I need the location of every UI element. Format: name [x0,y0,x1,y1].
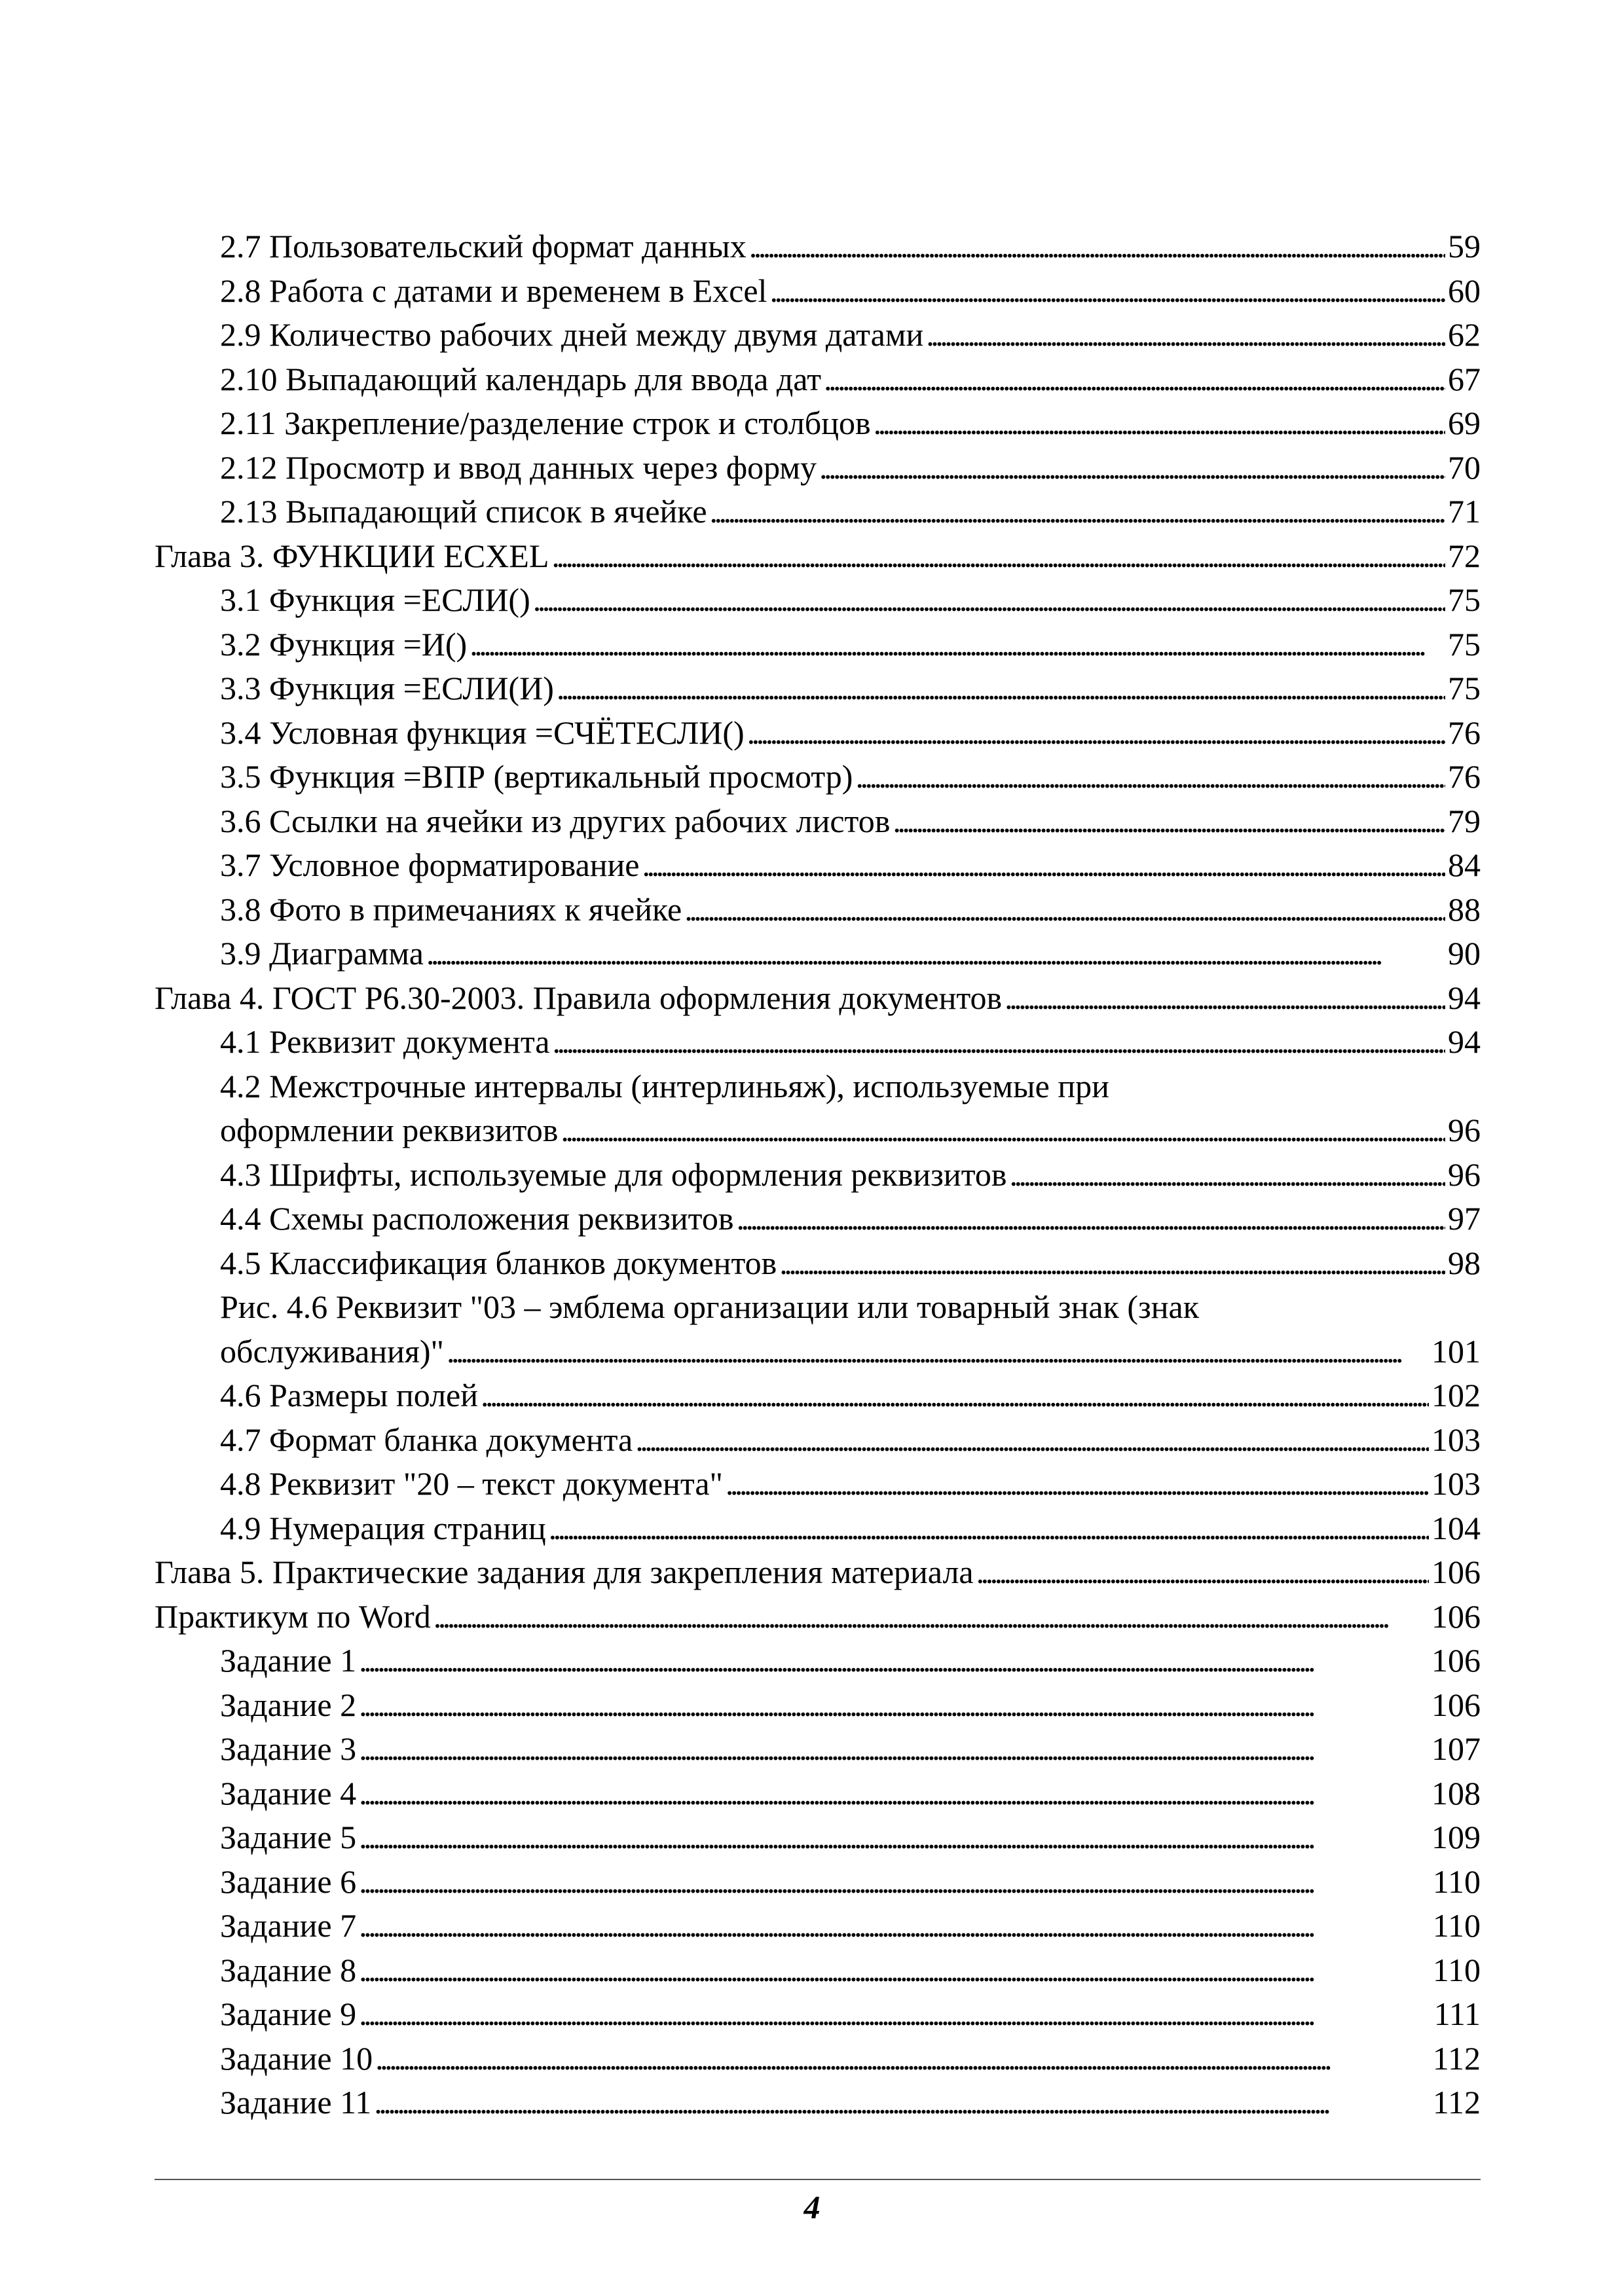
toc-entry[interactable] [155,225,1481,269]
toc-entry[interactable] [155,1727,1481,1772]
toc-entry-line [220,666,1481,711]
dot-leader [552,1020,1445,1065]
toc-entry-title: Задание 3 [220,1730,357,1767]
toc-entry[interactable] [155,1506,1481,1551]
dot-leader [1010,1153,1446,1197]
toc-entry-title: Задание 10 [220,2039,373,2077]
toc-entry-line [220,1020,1481,1065]
page-number: 4 [803,2189,821,2225]
toc-entry[interactable] [155,1992,1481,2037]
toc-entry-line [220,2037,1481,2081]
toc-entry-line [220,1462,1481,1506]
footer-divider [155,2179,1481,2180]
toc-entry-page-number: 106 [1431,1686,1481,1723]
toc-entry[interactable] [155,1815,1481,1860]
dot-leader [359,1815,1429,1860]
toc-entry-title: Задание 1 [220,1642,357,1679]
toc-entry-title: 2.13 Выпадающий список в ячейке [220,493,707,530]
toc-entry-title: 3.3 Функция =ЕСЛИ(И) [220,670,554,706]
toc-entry-title: 2.7 Пользовательский формат данных [220,228,747,264]
toc-entry[interactable] [155,1153,1481,1197]
toc-entry-page-number: 107 [1431,1730,1481,1767]
toc-entry-title: Задание 5 [220,1819,357,1855]
toc-entry-line [220,1241,1481,1286]
toc-entry-title: 3.5 Функция =ВПР (вертикальный просмотр) [220,758,853,795]
toc-entry-page-number: 88 [1448,890,1481,928]
toc-entry-title: 4.1 Реквизит документа [220,1023,550,1060]
toc-entry[interactable] [155,534,1481,579]
toc-entry-line [155,534,1481,579]
toc-entry-line [220,1506,1481,1551]
dot-leader [470,623,1445,667]
toc-entry-page-number: 96 [1448,1156,1481,1193]
toc-entry-page-number: 98 [1448,1244,1481,1281]
toc-entry-page-number: 112 [1432,2084,1481,2121]
toc-entry-title: 3.9 Диаграмма [220,935,424,972]
toc-entry-page-number: 59 [1448,228,1481,264]
dot-leader [374,2081,1430,2125]
dot-leader [359,1948,1430,1993]
toc-entry-title: обслуживания)" [220,1332,444,1370]
toc-entry-page-number: 62 [1448,316,1481,353]
toc-entry[interactable] [155,976,1481,1021]
toc-entry-title: Глава 4. ГОСТ Р6.30-2003. Правила оформления документов [155,979,1003,1016]
toc-entry[interactable] [155,490,1481,534]
toc-entry-title: 3.2 Функция =И() [220,625,468,663]
toc-entry-title: Задание 6 [220,1863,357,1900]
dot-leader [726,1462,1429,1506]
toc-entry-page-number: 97 [1448,1200,1481,1237]
toc-entry-line [220,1639,1481,1683]
toc-entry[interactable] [155,269,1481,314]
toc-entry-line [220,623,1481,667]
toc-entry-line [220,755,1481,799]
toc-entry-page-number: 104 [1431,1509,1481,1546]
toc-entry-line [220,1197,1481,1241]
dot-leader [769,269,1445,314]
toc-entry-line [220,1860,1481,1904]
toc-entry-title: 2.12 Просмотр и ввод данных через форму [220,448,817,486]
toc-entry-title: Глава 5. Практические задания для закрепления материала [155,1554,974,1590]
toc-entry-title: 4.4 Схемы расположения реквизитов [220,1200,734,1237]
toc-entry[interactable] [155,401,1481,446]
toc-entry-title: Задание 7 [220,1907,357,1944]
toc-entry-line [220,401,1481,446]
toc-entry-page-number: 102 [1431,1377,1481,1413]
dot-leader [359,1772,1429,1816]
dot-leader [359,1904,1430,1948]
toc-entry-title: Глава 3. ФУНКЦИИ ECXEL [155,537,549,574]
toc-entry-title: 2.11 Закрепление/разделение строк и столбцов [220,405,871,441]
dot-leader [561,1108,1445,1153]
toc-entry[interactable] [155,2037,1481,2081]
toc-entry[interactable] [155,843,1481,888]
toc-entry-line [220,1815,1481,1860]
toc-entry[interactable] [155,1197,1481,1241]
dot-leader [926,313,1445,357]
toc-entry[interactable] [155,932,1481,976]
toc-entry-page-number: 110 [1432,1951,1481,1988]
toc-entry[interactable] [155,1020,1481,1065]
toc-entry[interactable] [155,1285,1481,1374]
toc-entry-line [220,357,1481,402]
toc-entry-line [155,976,1481,1021]
toc-entry-line [220,1904,1481,1948]
toc-entry[interactable] [155,1241,1481,1286]
dot-leader [749,225,1445,269]
dot-leader [824,357,1445,402]
toc-entry[interactable] [155,1550,1481,1595]
toc-entry-line [220,313,1481,357]
dot-leader [684,888,1445,932]
toc-entry-page-number: 84 [1448,847,1481,883]
toc-entry-line [220,1330,1481,1374]
toc-entry-title: 4.5 Классификация бланков документов [220,1244,777,1281]
toc-entry[interactable] [155,623,1481,667]
toc-entry-title: Задание 2 [220,1686,357,1723]
toc-entry-line [220,2081,1481,2125]
toc-entry-title: 2.9 Количество рабочих дней между двумя датами [220,316,924,353]
toc-entry[interactable] [155,1904,1481,1948]
dot-leader [635,1418,1429,1463]
toc-entry-title: 4.7 Формат бланка документа [220,1421,633,1458]
toc-entry-title: Задание 4 [220,1774,357,1812]
toc-entry-title: 3.7 Условное форматирование [220,847,640,883]
toc-entry-line [220,578,1481,623]
dot-leader [359,1992,1431,2037]
toc-entry[interactable] [155,1860,1481,1904]
toc-entry-page-number: 112 [1432,2039,1481,2077]
toc-entry-page-number: 79 [1448,802,1481,839]
toc-entry-line [220,1108,1481,1153]
toc-entry-page-number: 110 [1432,1907,1481,1944]
toc-entry-page-number: 76 [1448,758,1481,795]
toc-entry-page-number: 72 [1448,537,1481,574]
dot-leader [359,1683,1429,1728]
table-of-contents [155,225,1481,2125]
dot-leader [447,1330,1429,1374]
toc-entry[interactable] [155,1595,1481,1639]
toc-entry-page-number: 60 [1448,272,1481,309]
toc-entry-page-number: 71 [1448,493,1481,530]
toc-entry-page-number: 106 [1431,1642,1481,1679]
toc-entry-line [220,1153,1481,1197]
toc-entry-page-number: 90 [1448,935,1481,972]
toc-entry-page-number: 111 [1433,1995,1481,2032]
toc-entry[interactable] [155,1462,1481,1506]
toc-entry-page-number: 109 [1431,1819,1481,1855]
dot-leader [359,1639,1429,1683]
toc-entry[interactable] [155,711,1481,756]
dot-leader [779,1241,1445,1286]
toc-entry-page-number: 76 [1448,714,1481,751]
toc-entry[interactable] [155,578,1481,623]
toc-entry[interactable] [155,666,1481,711]
toc-entry-page-number: 75 [1448,581,1481,618]
dot-leader [359,1727,1429,1772]
toc-entry-line [220,490,1481,534]
toc-entry-line [220,1948,1481,1993]
dot-leader [736,1197,1445,1241]
toc-entry-page-number: 110 [1432,1863,1481,1900]
toc-entry-title: 3.8 Фото в примечаниях к ячейке [220,890,682,928]
toc-entry-line [220,446,1481,490]
dot-leader [642,843,1445,888]
toc-entry-page-number: 70 [1448,448,1481,486]
toc-entry-page-number: 106 [1431,1554,1481,1590]
toc-entry-page-number: 67 [1448,360,1481,397]
toc-entry-page-number: 75 [1448,625,1481,663]
toc-entry[interactable] [155,446,1481,490]
toc-entry-line [220,269,1481,314]
toc-entry-line [220,1418,1481,1463]
toc-entry[interactable] [155,1065,1481,1153]
toc-entry-title: 4.3 Шрифты, используемые для оформления реквизитов [220,1156,1007,1193]
dot-leader [533,578,1445,623]
toc-entry-title: 4.6 Размеры полей [220,1377,478,1413]
toc-entry[interactable] [155,1418,1481,1463]
toc-entry-page-number: 103 [1431,1465,1481,1502]
dot-leader [874,401,1445,446]
dot-leader [855,755,1445,799]
dot-leader [359,1860,1430,1904]
toc-entry-title: 2.10 Выпадающий календарь для ввода дат [220,360,822,397]
toc-entry-line [220,1727,1481,1772]
dot-leader [976,1550,1429,1595]
toc-entry-page-number: 101 [1431,1332,1481,1370]
toc-entry-line [220,1683,1481,1728]
toc-entry[interactable] [155,888,1481,932]
dot-leader [434,1595,1429,1639]
toc-entry[interactable] [155,357,1481,402]
toc-entry-title: 4.9 Нумерация страниц [220,1509,546,1546]
toc-entry-line [220,799,1481,844]
toc-entry-title: 4.8 Реквизит "20 – текст документа" [220,1465,723,1502]
toc-entry-line [220,1374,1481,1418]
toc-entry[interactable] [155,2081,1481,2125]
toc-entry-page-number: 103 [1431,1421,1481,1458]
toc-entry-page-number: 94 [1448,1023,1481,1060]
toc-entry[interactable] [155,1683,1481,1728]
toc-entry-page-number: 108 [1431,1774,1481,1812]
dot-leader [481,1374,1429,1418]
toc-entry-title: 3.4 Условная функция =СЧЁТЕСЛИ() [220,714,745,751]
toc-entry-page-number: 96 [1448,1112,1481,1148]
toc-entry-title: оформлении реквизитов [220,1112,559,1148]
dot-leader [893,799,1445,844]
dot-leader [710,490,1445,534]
toc-entry-page-number: 69 [1448,405,1481,441]
toc-entry[interactable] [155,1374,1481,1418]
toc-entry-page-number: 106 [1431,1597,1481,1635]
toc-entry[interactable] [155,313,1481,357]
toc-entry[interactable] [155,755,1481,799]
toc-entry-page-number: 75 [1448,670,1481,706]
toc-entry[interactable] [155,1948,1481,1993]
dot-leader [747,711,1445,756]
toc-entry[interactable] [155,1772,1481,1816]
toc-entry-title: 3.1 Функция =ЕСЛИ() [220,581,530,618]
dot-leader [551,534,1445,579]
dot-leader [819,446,1445,490]
toc-entry-line [220,843,1481,888]
toc-entry-line [155,1595,1481,1639]
toc-entry-line [220,888,1481,932]
toc-entry-title: Задание 9 [220,1995,357,2032]
dot-leader [375,2037,1430,2081]
dot-leader [1005,976,1445,1021]
toc-entry-title-first-line: Рис. 4.6 Реквизит "03 – эмблема организации или товарный знак (знак [220,1288,1199,1325]
toc-entry-title: 2.8 Работа с датами и временем в Excel [220,272,767,309]
dot-leader [549,1506,1429,1551]
dot-leader [557,666,1445,711]
toc-entry[interactable] [155,799,1481,844]
dot-leader [426,932,1445,976]
toc-entry-line [220,932,1481,976]
toc-entry-line [220,711,1481,756]
toc-entry-title-first-line: 4.2 Межстрочные интервалы (интерлиньяж), используемые при [220,1067,1109,1104]
toc-entry-line [155,1550,1481,1595]
toc-entry-title: Задание 8 [220,1951,357,1988]
toc-entry-title: 3.6 Ссылки на ячейки из других рабочих листов [220,802,891,839]
toc-entry[interactable] [155,1639,1481,1683]
toc-entry-title: Задание 11 [220,2084,372,2121]
toc-entry-line [220,225,1481,269]
toc-entry-title: Практикум по Word [155,1597,431,1635]
toc-entry-line [220,1992,1481,2037]
toc-entry-page-number: 94 [1448,979,1481,1016]
toc-entry-line [220,1772,1481,1816]
